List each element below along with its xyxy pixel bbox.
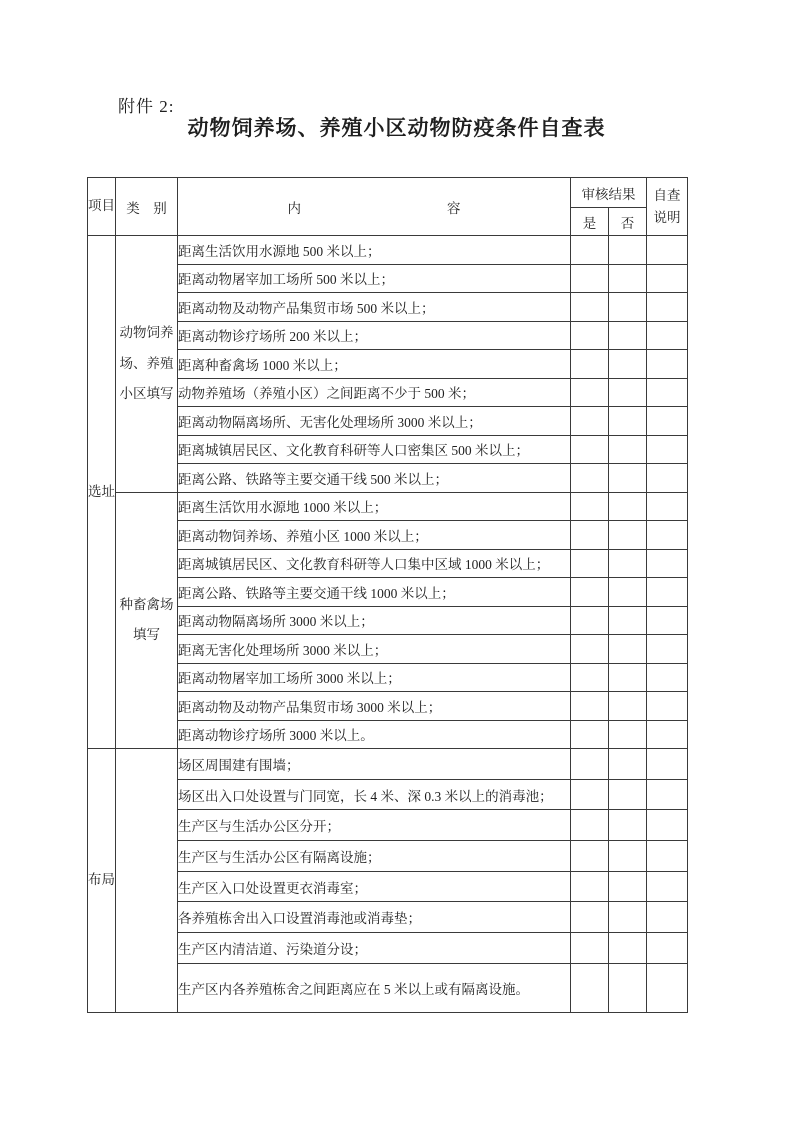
- content-cell: 距离无害化处理场所 3000 米以上；: [178, 635, 571, 664]
- content-cell: 距离动物屠宰加工场所 3000 米以上；: [178, 663, 571, 692]
- note-cell: [647, 635, 688, 664]
- table-row: [88, 902, 688, 933]
- yes-cell: [571, 692, 609, 721]
- table-row: [88, 841, 688, 872]
- note-cell: [647, 236, 688, 265]
- table-body: [88, 236, 688, 1013]
- table-row: [88, 779, 688, 810]
- yes-cell: [571, 663, 609, 692]
- no-cell: [609, 963, 647, 1012]
- note-cell: [647, 606, 688, 635]
- yes-cell: [571, 407, 609, 436]
- content-cell: 生产区与生活办公区有隔离设施；: [178, 841, 571, 872]
- yes-cell: [571, 293, 609, 322]
- table-row: [88, 549, 688, 578]
- yes-cell: [571, 933, 609, 964]
- self-check-table: [87, 177, 688, 1013]
- table-row: [88, 236, 688, 265]
- content-cell: 动物养殖场（养殖小区）之间距离不少于 500 米；: [178, 378, 571, 407]
- no-cell: [609, 749, 647, 780]
- header-category: 类 别: [116, 178, 178, 236]
- header-content: [178, 178, 571, 236]
- note-cell: [647, 435, 688, 464]
- page-title: 动物饲养场、养殖小区动物防疫条件自查表: [187, 117, 606, 140]
- table-row: [88, 720, 688, 749]
- content-cell: 场区出入口处设置与门同宽，长 4 米、深 0.3 米以上的消毒池；: [178, 779, 571, 810]
- yes-cell: [571, 749, 609, 780]
- no-cell: [609, 521, 647, 550]
- note-cell: [647, 749, 688, 780]
- note-cell: [647, 578, 688, 607]
- yes-cell: [571, 578, 609, 607]
- table-row: [88, 810, 688, 841]
- note-cell: [647, 464, 688, 493]
- content-cell: 生产区内各养殖栋舍之间距离应在 5 米以上或有隔离设施。: [178, 963, 571, 1012]
- content-cell: 生产区内清洁道、污染道分设；: [178, 933, 571, 964]
- table-row: [88, 692, 688, 721]
- header-project: 项目: [88, 178, 116, 236]
- table-row: [88, 407, 688, 436]
- note-cell: [647, 841, 688, 872]
- table-row: [88, 350, 688, 379]
- project-cell: 布局: [88, 749, 116, 1013]
- content-cell: 生产区与生活办公区分开；: [178, 810, 571, 841]
- table-row: [88, 378, 688, 407]
- no-cell: [609, 492, 647, 521]
- content-cell: 距离公路、铁路等主要交通干线 1000 米以上；: [178, 578, 571, 607]
- attachment-label: 附件 2:: [118, 97, 175, 116]
- header-row-1: [88, 178, 688, 208]
- note-cell: [647, 963, 688, 1012]
- note-cell: [647, 692, 688, 721]
- no-cell: [609, 293, 647, 322]
- content-cell: 距离生活饮用水源地 1000 米以上；: [178, 492, 571, 521]
- no-cell: [609, 902, 647, 933]
- table-row: [88, 963, 688, 1012]
- content-cell: 距离动物饲养场、养殖小区 1000 米以上；: [178, 521, 571, 550]
- no-cell: [609, 321, 647, 350]
- header-content-char-right: 容: [447, 200, 461, 216]
- table-row: [88, 464, 688, 493]
- no-cell: [609, 692, 647, 721]
- table-row: [88, 521, 688, 550]
- header-yes: 是: [571, 208, 609, 236]
- table-row: [88, 749, 688, 780]
- no-cell: [609, 933, 647, 964]
- header-content-char-left: 内: [287, 200, 301, 216]
- content-cell: 距离动物诊疗场所 200 米以上；: [178, 321, 571, 350]
- category-cell: [116, 749, 178, 1013]
- content-cell: 场区周围建有围墙；: [178, 749, 571, 780]
- table-row: [88, 293, 688, 322]
- table-row: [88, 578, 688, 607]
- no-cell: [609, 635, 647, 664]
- content-cell: 距离动物及动物产品集贸市场 3000 米以上；: [178, 692, 571, 721]
- yes-cell: [571, 464, 609, 493]
- table-row: [88, 321, 688, 350]
- note-cell: [647, 720, 688, 749]
- note-cell: [647, 663, 688, 692]
- yes-cell: [571, 963, 609, 1012]
- note-cell: [647, 933, 688, 964]
- no-cell: [609, 779, 647, 810]
- header-no: 否: [609, 208, 647, 236]
- note-cell: [647, 350, 688, 379]
- yes-cell: [571, 321, 609, 350]
- project-cell: 选址: [88, 236, 116, 749]
- content-cell: 距离动物屠宰加工场所 500 米以上；: [178, 264, 571, 293]
- no-cell: [609, 264, 647, 293]
- no-cell: [609, 236, 647, 265]
- table-row: [88, 635, 688, 664]
- no-cell: [609, 435, 647, 464]
- yes-cell: [571, 350, 609, 379]
- no-cell: [609, 578, 647, 607]
- yes-cell: [571, 264, 609, 293]
- table-row: [88, 606, 688, 635]
- content-cell: 距离生活饮用水源地 500 米以上；: [178, 236, 571, 265]
- yes-cell: [571, 635, 609, 664]
- yes-cell: [571, 549, 609, 578]
- yes-cell: [571, 236, 609, 265]
- no-cell: [609, 720, 647, 749]
- note-cell: [647, 293, 688, 322]
- yes-cell: [571, 606, 609, 635]
- note-cell: [647, 810, 688, 841]
- note-cell: [647, 521, 688, 550]
- content-cell: 距离城镇居民区、文化教育科研等人口密集区 500 米以上；: [178, 435, 571, 464]
- note-cell: [647, 492, 688, 521]
- header-self-check: 自查说明: [647, 178, 688, 236]
- no-cell: [609, 810, 647, 841]
- yes-cell: [571, 492, 609, 521]
- table-row: [88, 492, 688, 521]
- yes-cell: [571, 435, 609, 464]
- no-cell: [609, 841, 647, 872]
- note-cell: [647, 902, 688, 933]
- category-cell: 种畜禽场填写: [116, 492, 178, 749]
- no-cell: [609, 378, 647, 407]
- note-cell: [647, 779, 688, 810]
- no-cell: [609, 549, 647, 578]
- content-cell: 各养殖栋舍出入口设置消毒池或消毒垫；: [178, 902, 571, 933]
- table-row: [88, 663, 688, 692]
- yes-cell: [571, 810, 609, 841]
- yes-cell: [571, 378, 609, 407]
- content-cell: 距离种畜禽场 1000 米以上；: [178, 350, 571, 379]
- content-cell: 距离城镇居民区、文化教育科研等人口集中区域 1000 米以上；: [178, 549, 571, 578]
- yes-cell: [571, 779, 609, 810]
- content-cell: 距离动物及动物产品集贸市场 500 米以上；: [178, 293, 571, 322]
- note-cell: [647, 407, 688, 436]
- no-cell: [609, 606, 647, 635]
- no-cell: [609, 407, 647, 436]
- yes-cell: [571, 521, 609, 550]
- no-cell: [609, 663, 647, 692]
- content-cell: 距离动物隔离场所、无害化处理场所 3000 米以上；: [178, 407, 571, 436]
- content-cell: 距离动物诊疗场所 3000 米以上。: [178, 720, 571, 749]
- no-cell: [609, 464, 647, 493]
- note-cell: [647, 321, 688, 350]
- yes-cell: [571, 720, 609, 749]
- yes-cell: [571, 871, 609, 902]
- header-review-result: 审核结果: [571, 178, 647, 208]
- no-cell: [609, 350, 647, 379]
- note-cell: [647, 378, 688, 407]
- note-cell: [647, 264, 688, 293]
- table-row: [88, 435, 688, 464]
- content-cell: 距离动物隔离场所 3000 米以上；: [178, 606, 571, 635]
- yes-cell: [571, 841, 609, 872]
- no-cell: [609, 871, 647, 902]
- note-cell: [647, 871, 688, 902]
- content-cell: 距离公路、铁路等主要交通干线 500 米以上；: [178, 464, 571, 493]
- table-row: [88, 264, 688, 293]
- yes-cell: [571, 902, 609, 933]
- table-row: [88, 933, 688, 964]
- note-cell: [647, 549, 688, 578]
- table-row: [88, 871, 688, 902]
- category-cell: 动物饲养场、养殖小区填写: [116, 236, 178, 493]
- content-cell: 生产区入口处设置更衣消毒室；: [178, 871, 571, 902]
